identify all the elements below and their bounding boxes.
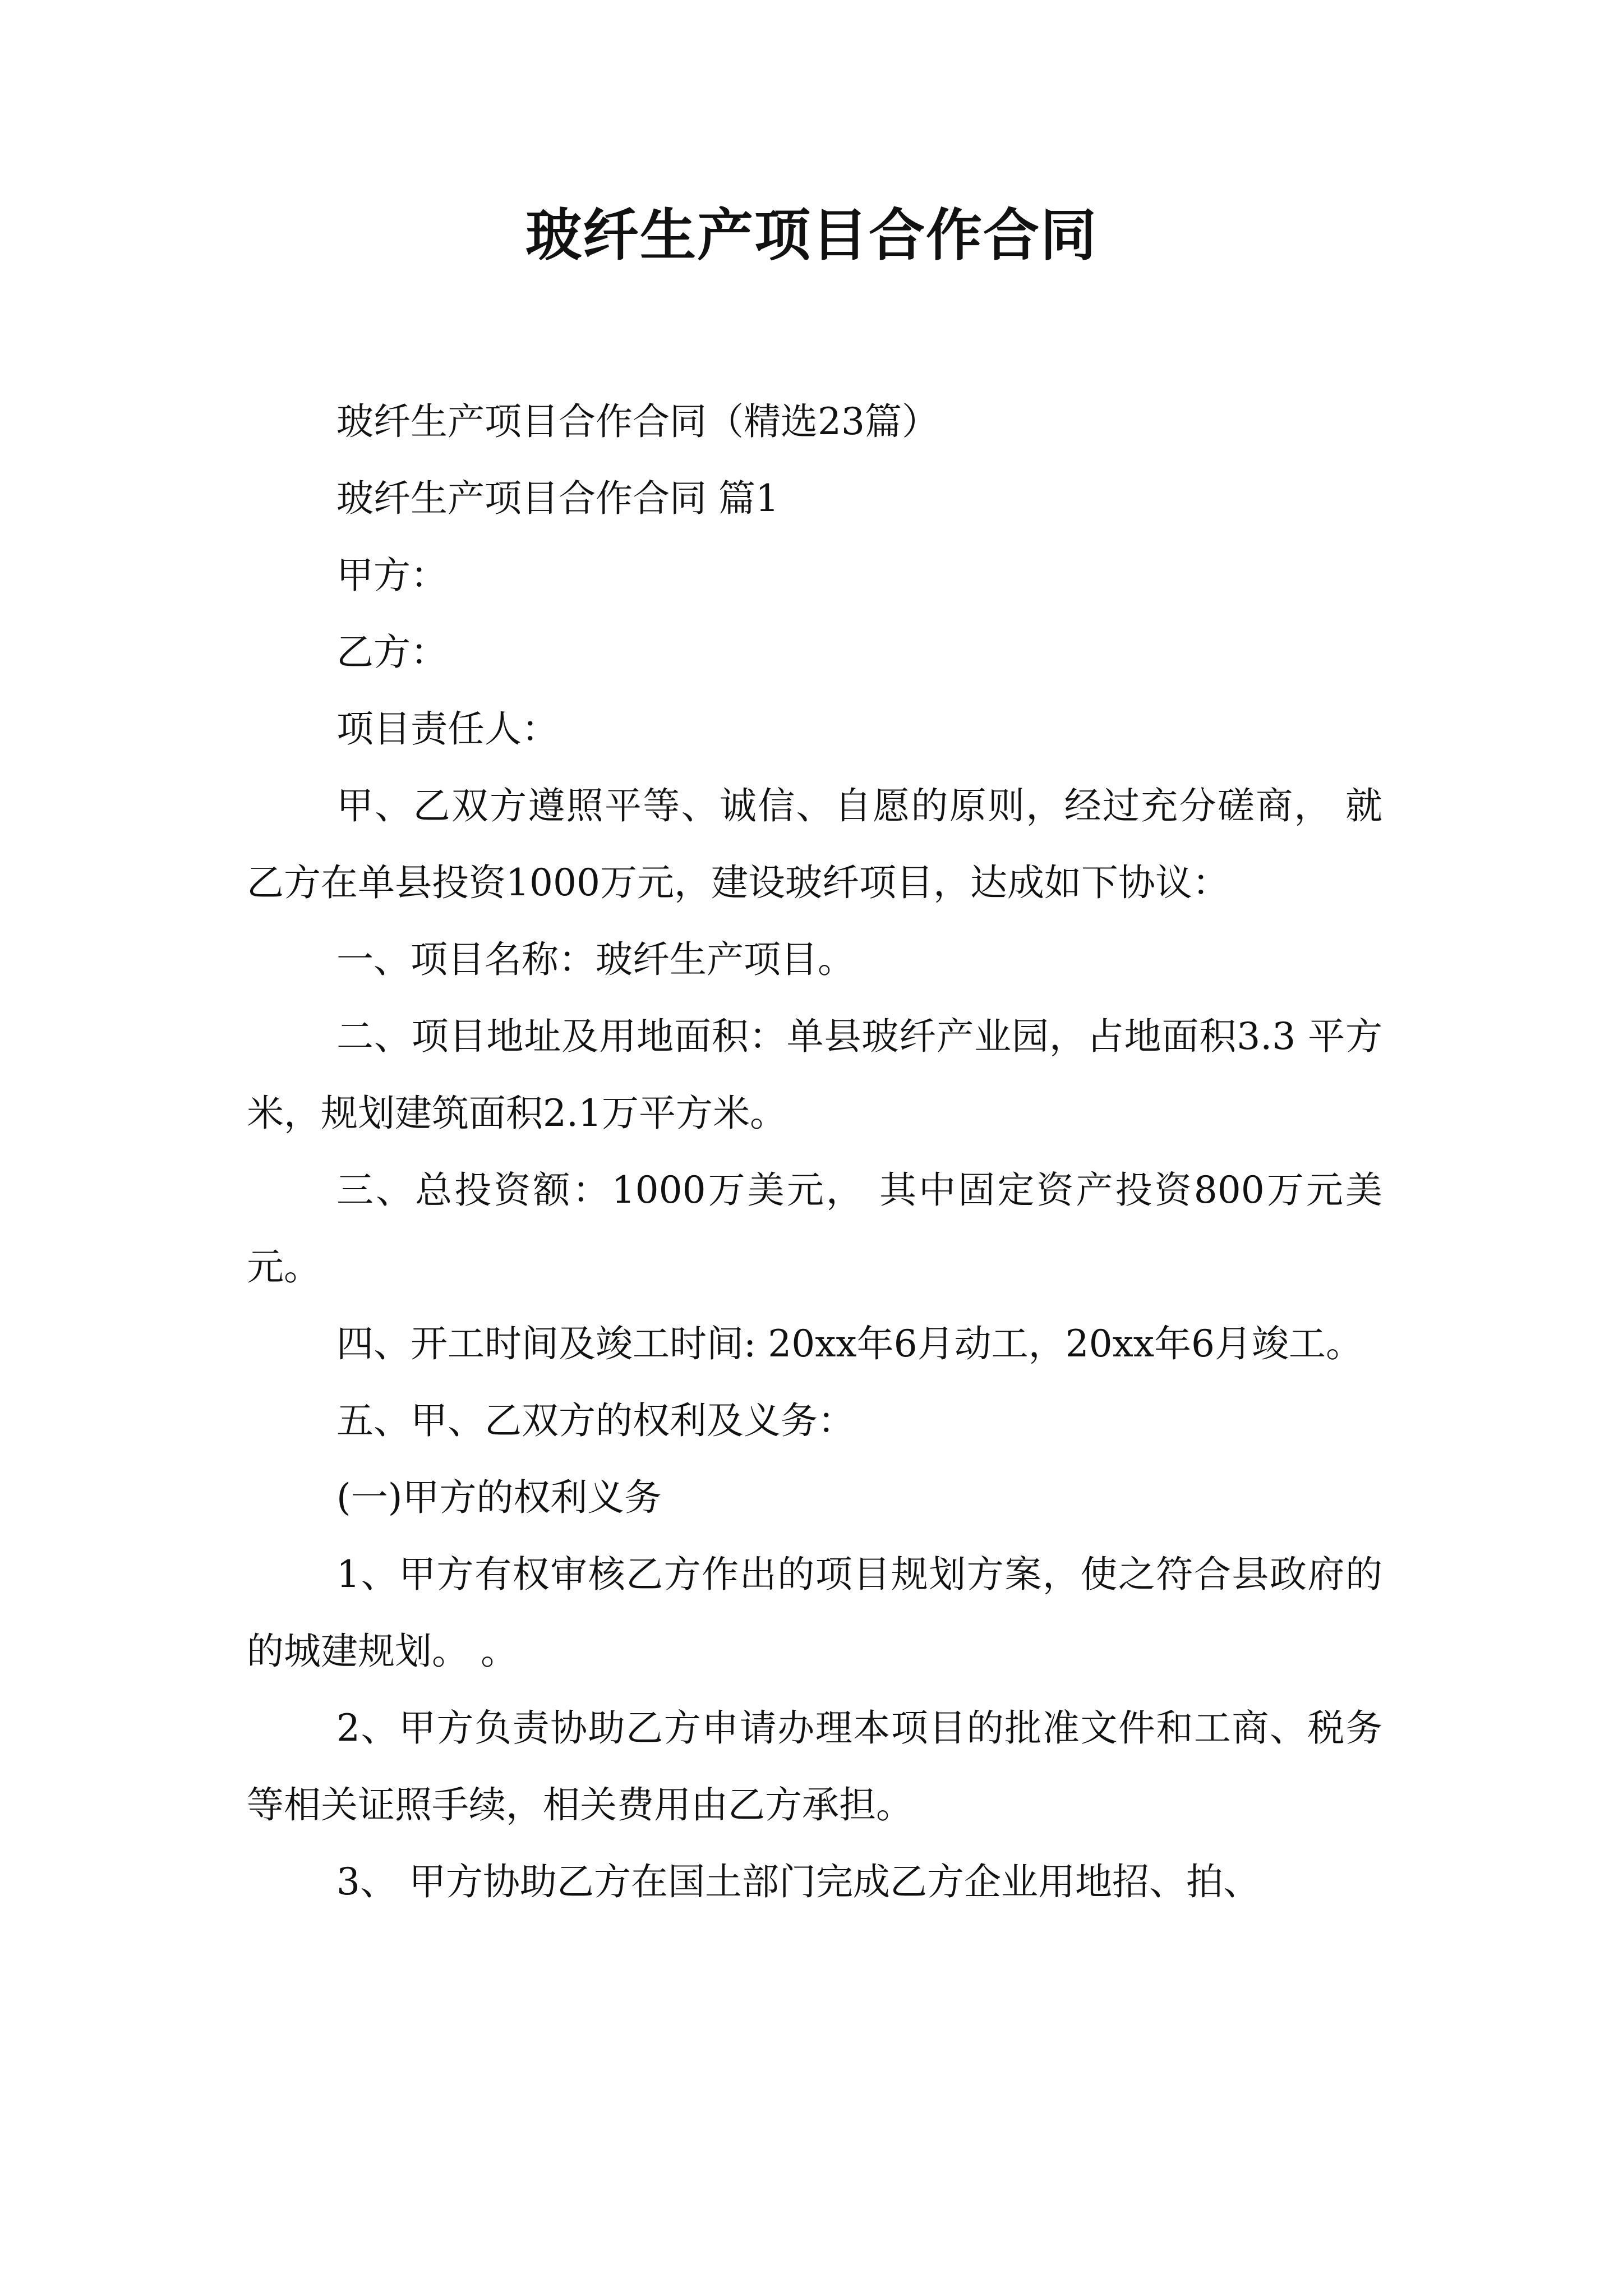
paragraph-clause-2: 二、项目地址及用地面积：单县玻纤产业园，占地面积3.3 平方米，规划建筑面积2.1万平方米。 (247, 1015, 1382, 1135)
paragraph-subtitle: 玻纤生产项目合作合同（精选23篇） (336, 400, 939, 443)
paragraph-subclause-heading: (一)甲方的权利义务 (336, 1476, 662, 1519)
paragraph-item-2: 2、甲方负责协助乙方申请办理本项目的批准文件和工商、税务等相关证照手续，相关费用由乙方承担。 (247, 1706, 1382, 1826)
paragraph-party-b: 乙方： (336, 631, 448, 674)
paragraph-item-3: 3、 甲方协助乙方在国土部门完成乙方企业用地招、拍、 (336, 1860, 1260, 1903)
paragraph-project-lead: 项目责任人： (336, 707, 559, 751)
document-body (247, 383, 1382, 1920)
paragraph-party-a: 甲方： (336, 554, 448, 597)
paragraph-section-heading: 玻纤生产项目合作合同 篇1 (336, 477, 779, 520)
paragraph-clause-5: 五、甲、乙双方的权利及义务： (336, 1399, 855, 1442)
document-title: 玻纤生产项目合作合同 (525, 203, 1098, 268)
paragraph-clause-4: 四、开工时间及竣工时间: 20xx年6月动工，20xx年6月竣工。 (336, 1322, 1363, 1365)
paragraph-item-1: 1、甲方有权审核乙方作出的项目规划方案，使之符合县政府的的城建规划。 。 (247, 1553, 1382, 1673)
paragraph-clause-3: 三、总投资额：1000万美元， 其中固定资产投资800万元美元。 (247, 1168, 1382, 1289)
paragraph-clause-1: 一、项目名称：玻纤生产项目。 (336, 938, 855, 981)
paragraph-preamble: 甲、乙双方遵照平等、诚信、自愿的原则，经过充分磋商， 就乙方在单县投资1000万元，建设玻纤项目，达成如下协议： (247, 784, 1382, 904)
